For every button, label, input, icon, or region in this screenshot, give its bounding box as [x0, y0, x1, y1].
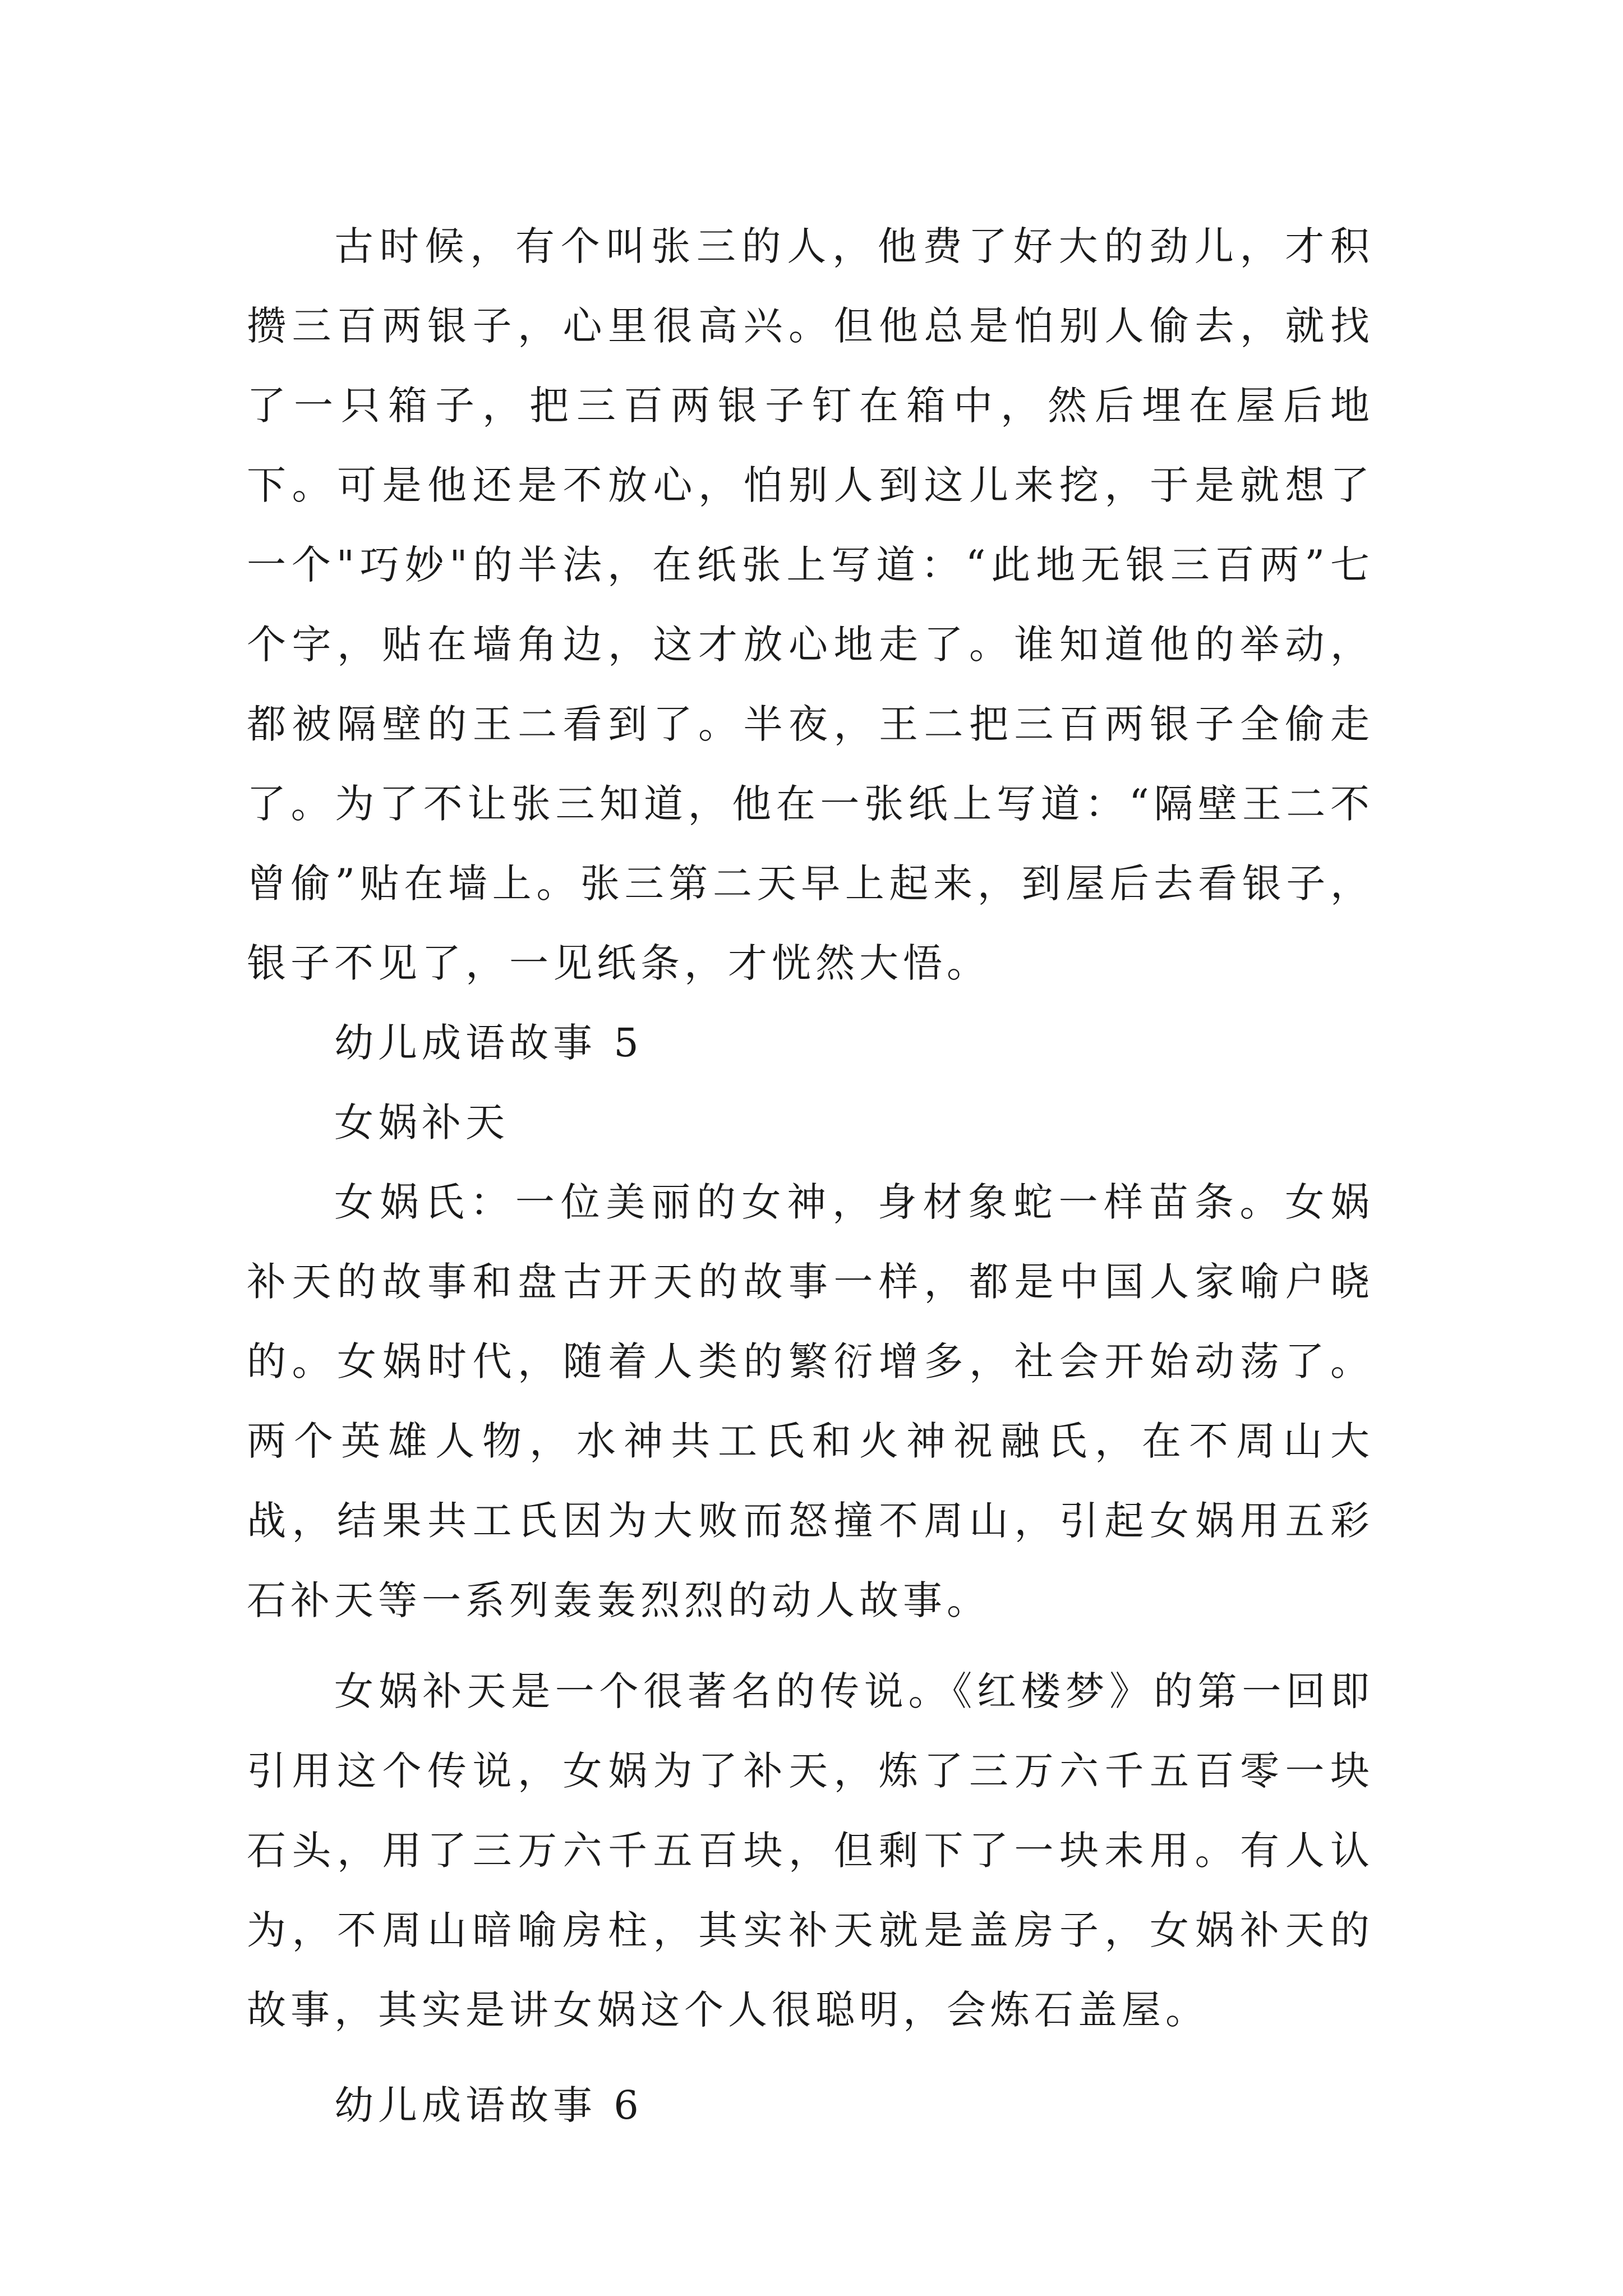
section-heading-6: 幼儿成语故事 6 — [334, 2082, 643, 2128]
paragraph-nuwa-legend: 女娲补天是一个很著名的传说。《红楼梦》的第一回即引用这个传说，女娲为了补天，炼了三万六千五百零一块石头，用了三万六千五百块，但剩下了一块未用。有人认为，不周山暗喻房柱，其实补天就是盖房子，女娲补天的故事，其实是讲女娲这个人很聪明，会炼石盖屋。 — [247, 1668, 1374, 2033]
section-heading-5: 幼儿成语故事 5 — [334, 1020, 643, 1066]
paragraph-nuwa-intro: 女娲氏：一位美丽的女神，身材象蛇一样苗条。女娲补天的故事和盘古开天的故事一样，都是中国人家喻户晓的。女娲时代，随着人类的繁衍增多，社会开始动荡了。两个英雄人物，水神共工氏和火神祝融氏，在不周山大战，结果共工氏因为大败而怒撞不周山，引起女娲用五彩石补天等一系列轰轰烈烈的动人故事。 — [247, 1179, 1374, 1623]
paragraph-silver-story: 古时候，有个叫张三的人，他费了好大的劲儿，才积攒三百两银子，心里很高兴。但他总是怕别人偷去，就找了一只箱子，把三百两银子钉在箱中，然后埋在屋后地下。可是他还是不放心，怕别人到这儿来挖，于是就想了一个"巧妙"的半法，在纸张上写道：“此地无银三百两”七个字，贴在墙角边，这才放心地走了。谁知道他的举动，都被隔壁的王二看到了。半夜，王二把三百两银子全偷走了。为了不让张三知道，他在一张纸上写道：“隔壁王二不曾偷”贴在墙上。张三第二天早上起来，到屋后去看银子，银子不见了，一见纸条，才恍然大悟。 — [247, 223, 1374, 986]
document-body — [247, 206, 1374, 2145]
story-title-nuwa: 女娲补天 — [334, 1099, 509, 1145]
